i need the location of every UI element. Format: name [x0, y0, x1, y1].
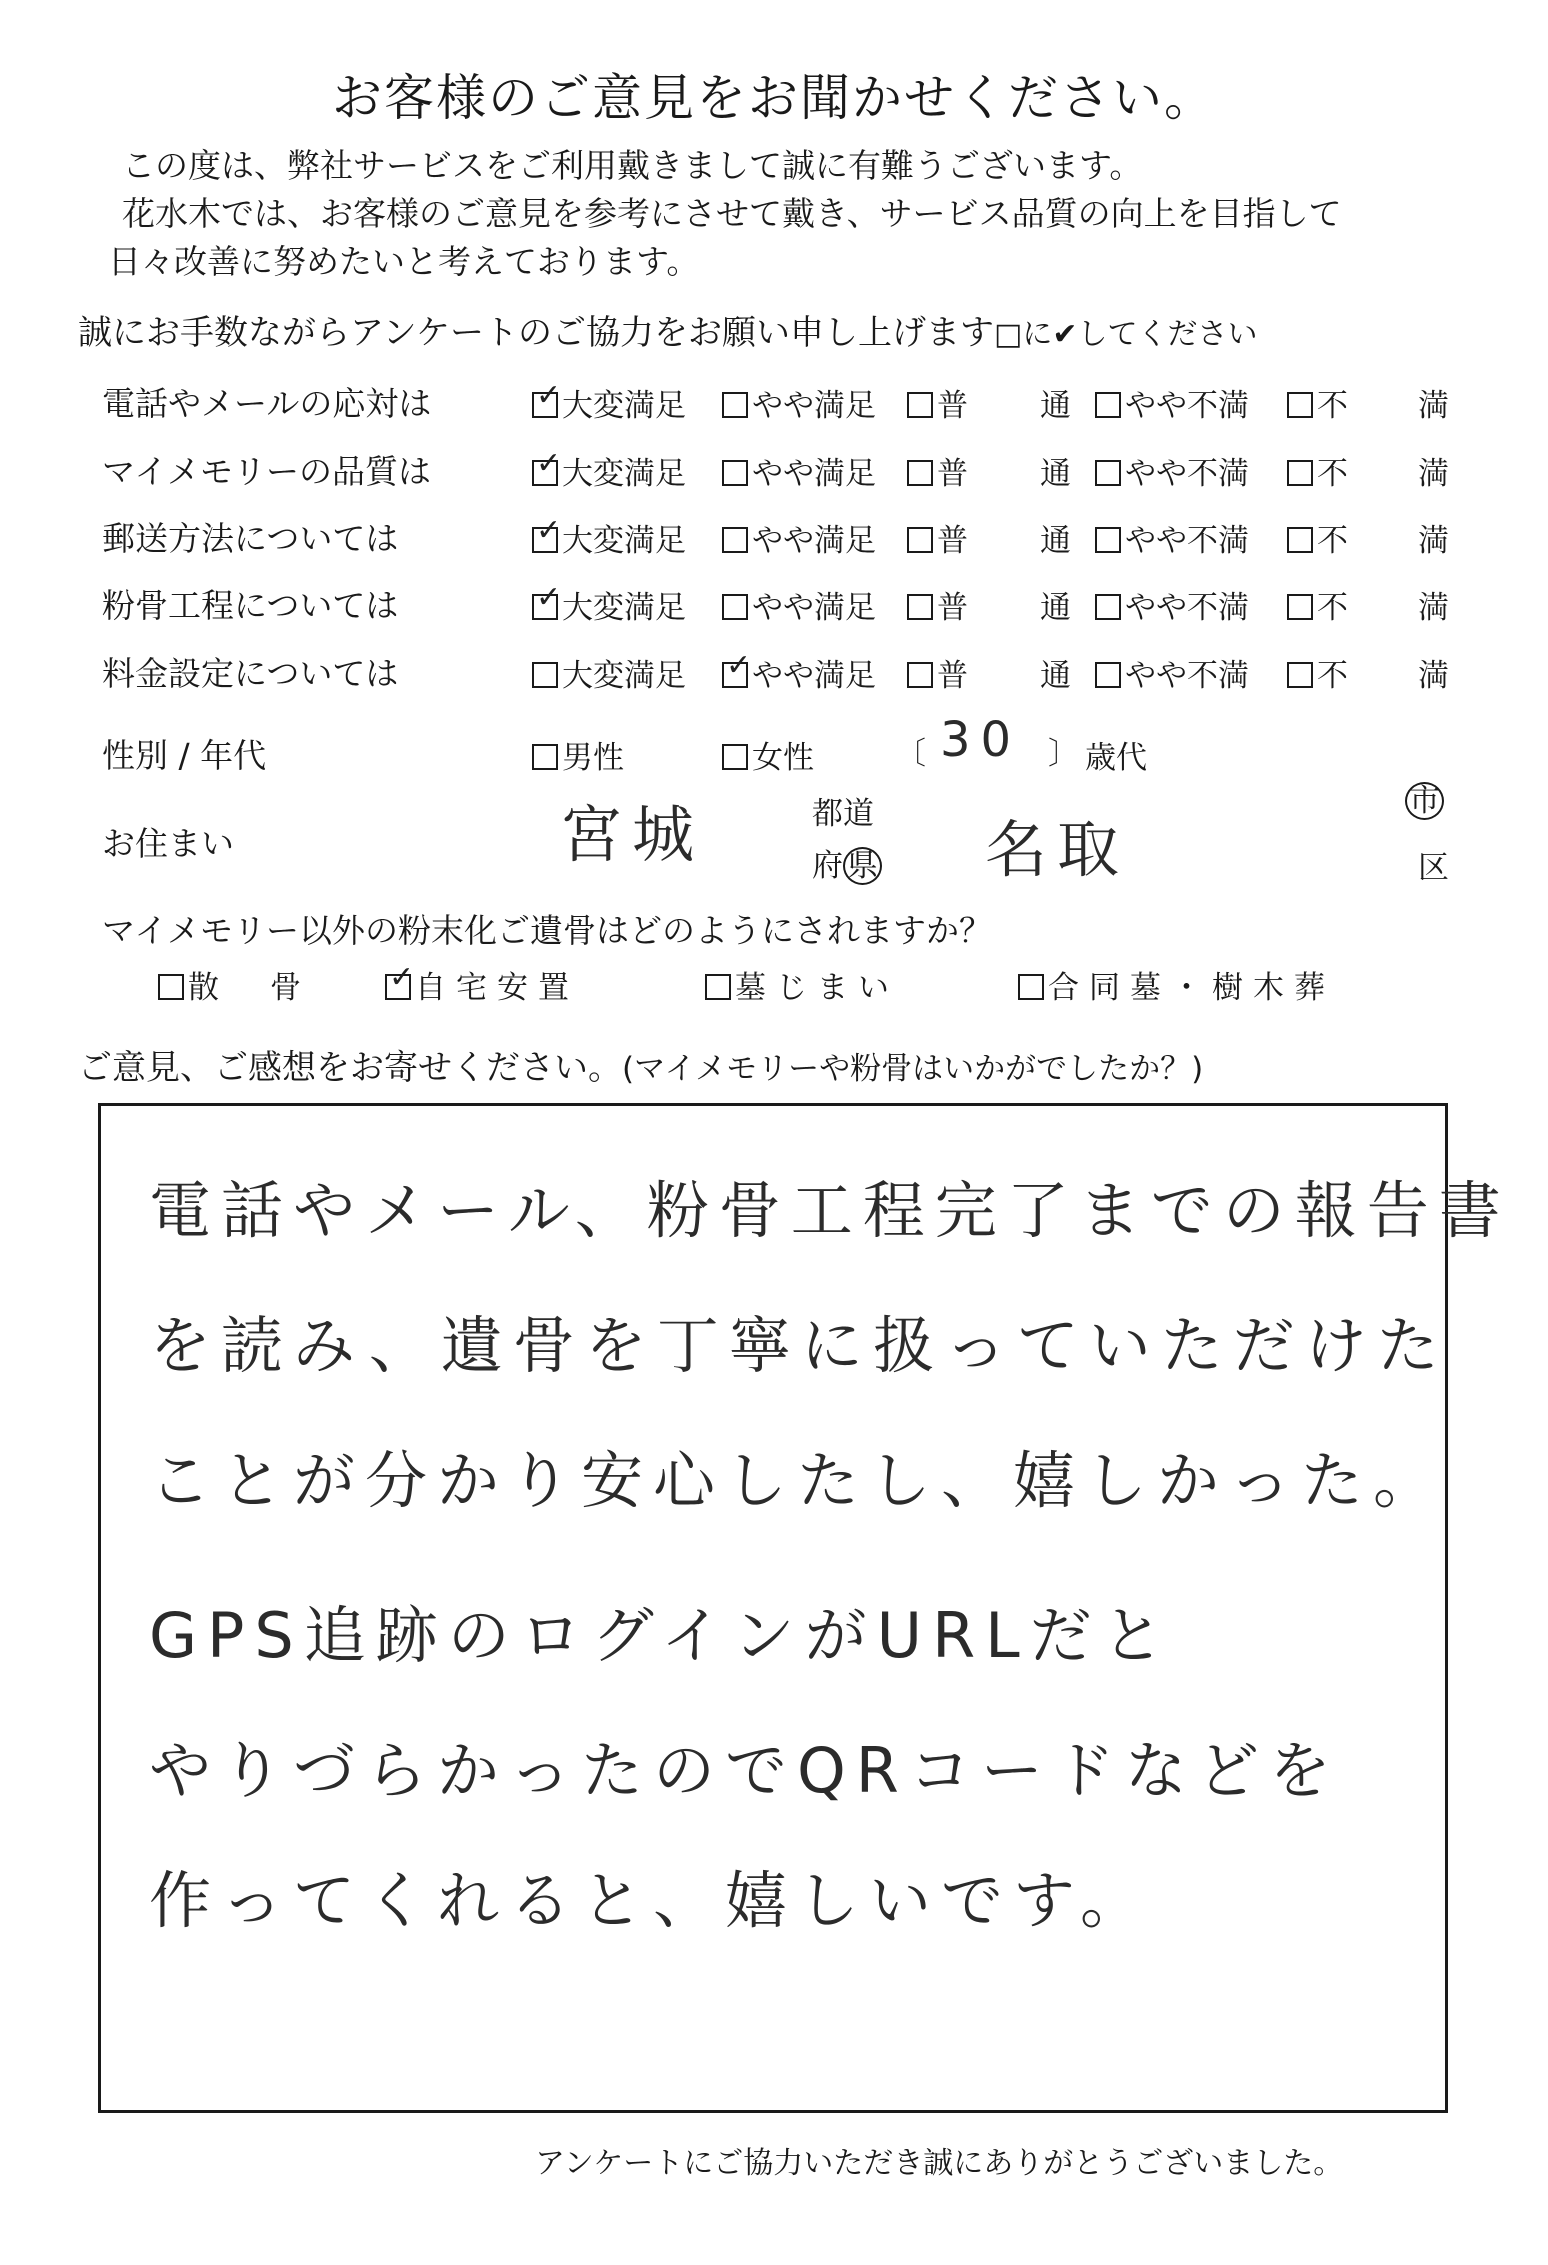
rating-option[interactable]	[907, 582, 968, 627]
rating-option[interactable]	[1095, 448, 1249, 493]
rating-option-label: 不	[1317, 388, 1348, 424]
checkbox[interactable]	[532, 594, 558, 620]
rating-option	[1040, 380, 1071, 425]
gender-male-option[interactable]	[532, 732, 624, 777]
rating-option[interactable]	[1095, 380, 1249, 425]
pref-suffix-top: 都道	[812, 796, 874, 832]
checkbox[interactable]	[385, 974, 411, 1000]
rating-option-label: 大変満足	[562, 658, 686, 694]
remains-option[interactable]	[158, 962, 311, 1007]
rating-option-label: 大変満足	[562, 456, 686, 492]
gender-age-label: 性別 / 年代	[102, 736, 267, 775]
rating-option[interactable]	[907, 380, 968, 425]
gender-female-label: 女性	[752, 740, 814, 776]
rating-option-label: 大変満足	[562, 523, 686, 559]
intro-line-3: 日々改善に努めたいと考えております。	[108, 242, 700, 281]
address-city[interactable]: 名取	[985, 813, 1130, 886]
checkbox[interactable]	[907, 594, 933, 620]
comment-line: 作ってくれると、嬉しいです。	[149, 1864, 1153, 1937]
rating-option[interactable]	[532, 448, 686, 493]
rating-option[interactable]	[1287, 380, 1348, 425]
rating-option	[1040, 448, 1071, 493]
city-suffix	[1405, 782, 1444, 820]
age-bracket-open: 〔	[895, 736, 926, 772]
remains-question: マイメモリー以外の粉末化ご遺骨はどのようにされますか？	[102, 911, 993, 950]
rating-option[interactable]	[532, 650, 686, 695]
rating-option-label: 不	[1317, 523, 1348, 559]
checkbox[interactable]	[1287, 392, 1313, 418]
question-label: 料金設定については	[102, 654, 399, 693]
rating-option-label: 普	[937, 456, 968, 492]
comment-line: を読み、遺骨を丁寧に扱っていただけた	[149, 1309, 1449, 1382]
rating-option[interactable]	[722, 380, 876, 425]
rating-option-label: 大変満足	[562, 388, 686, 424]
rating-option-label: やや満足	[752, 388, 876, 424]
rating-option[interactable]	[907, 515, 968, 560]
rating-option[interactable]	[1095, 582, 1249, 627]
survey-title: お客様のご意見をお聞かせください。	[332, 69, 1216, 127]
remains-option-label: 散 骨	[188, 970, 311, 1006]
ward-suffix: 区	[1418, 850, 1449, 886]
rating-option-label: 満	[1418, 388, 1449, 424]
instruction-text: 誠にお手数ながらアンケートのご協力をお願い申し上げます	[78, 313, 994, 353]
rating-option-label: 通	[1040, 590, 1071, 626]
checkbox[interactable]	[722, 662, 748, 688]
comment-line: 電話やメール、粉骨工程完了までの報告書	[149, 1174, 1511, 1247]
instruction	[78, 305, 1257, 354]
checkbox[interactable]	[907, 460, 933, 486]
intro-line-1: この度は、弊社サービスをご利用戴きまして誠に有難うございます。	[122, 146, 1143, 185]
rating-option	[1418, 380, 1449, 425]
rating-option[interactable]	[722, 650, 876, 695]
rating-option[interactable]	[907, 650, 968, 695]
rating-option	[1418, 582, 1449, 627]
rating-option	[1418, 448, 1449, 493]
question-label: 郵送方法については	[102, 519, 399, 558]
address-prefecture[interactable]: 宮城	[560, 798, 705, 871]
pref-suffix-bottom	[812, 840, 882, 885]
checkbox[interactable]	[1287, 460, 1313, 486]
question-label: マイメモリーの品質は	[102, 452, 432, 491]
checkbox[interactable]	[1095, 392, 1121, 418]
checkbox[interactable]	[1095, 662, 1121, 688]
rating-option[interactable]	[907, 448, 968, 493]
instruction-hint: □に✔してください	[993, 317, 1258, 352]
checkbox[interactable]	[1287, 662, 1313, 688]
question-label: 粉骨工程については	[102, 586, 399, 625]
remains-option-label: 墓じまい	[735, 970, 899, 1006]
pref-suffix-fu: 府	[812, 848, 843, 884]
checkbox[interactable]	[158, 974, 184, 1000]
rating-option-label: やや不満	[1125, 590, 1249, 626]
checkbox[interactable]	[722, 460, 748, 486]
gender-female-option[interactable]	[722, 732, 814, 777]
checkbox[interactable]	[722, 527, 748, 553]
checkbox[interactable]	[532, 460, 558, 486]
comment-prompt-main: ご意見、ご感想をお寄せください。	[78, 1048, 622, 1088]
age-suffix: 歳代	[1085, 740, 1147, 776]
intro-line-2: 花水木では、お客様のご意見を参考にさせて戴き、サービス品質の向上を目指して	[122, 194, 1342, 233]
checkbox[interactable]	[722, 744, 748, 770]
checkbox[interactable]	[532, 392, 558, 418]
comment-prompt	[78, 1040, 1203, 1089]
age-bracket-close: 〕	[1048, 736, 1079, 772]
rating-option-label: やや不満	[1125, 658, 1249, 694]
checkbox[interactable]	[705, 974, 731, 1000]
checkbox[interactable]	[1287, 527, 1313, 553]
rating-option-label: 普	[937, 388, 968, 424]
rating-option-label: やや満足	[752, 658, 876, 694]
comment-prompt-sub: (マイメモリーや粉骨はいかがでしたか？)	[622, 1051, 1204, 1087]
rating-option-label: やや満足	[752, 523, 876, 559]
rating-option[interactable]	[1287, 515, 1348, 560]
rating-option-label: 普	[937, 590, 968, 626]
comment-box[interactable]	[98, 1103, 1511, 2113]
rating-option-label: 大変満足	[562, 590, 686, 626]
rating-option-label: 通	[1040, 523, 1071, 559]
checkbox[interactable]	[1018, 974, 1044, 1000]
rating-option[interactable]	[1287, 448, 1348, 493]
comment-line: やりづらかったのでQRコードなどを	[149, 1734, 1341, 1807]
checkbox[interactable]	[907, 527, 933, 553]
checkbox[interactable]	[1095, 594, 1121, 620]
rating-option	[1040, 650, 1071, 695]
rating-option-label: 満	[1418, 590, 1449, 626]
rating-option-label: 通	[1040, 456, 1071, 492]
checkbox[interactable]	[532, 662, 558, 688]
rating-option[interactable]	[1095, 650, 1249, 695]
comment-line: ことが分かり安心したし、嬉しかった。	[149, 1444, 1446, 1517]
rating-option-label: 通	[1040, 658, 1071, 694]
rating-option-label: 満	[1418, 658, 1449, 694]
checkbox[interactable]	[907, 392, 933, 418]
rating-option-label: 普	[937, 523, 968, 559]
rating-option[interactable]	[1287, 650, 1348, 695]
rating-option-label: 通	[1040, 388, 1071, 424]
rating-option[interactable]	[722, 448, 876, 493]
rating-option-label: やや不満	[1125, 456, 1249, 492]
rating-option	[1418, 650, 1449, 695]
rating-option-label: 不	[1317, 456, 1348, 492]
rating-option	[1040, 582, 1071, 627]
rating-option	[1040, 515, 1071, 560]
checkbox[interactable]	[907, 662, 933, 688]
pref-suffix-ken: 県	[843, 847, 882, 885]
remains-option-label: 自宅安置	[415, 970, 579, 1006]
address-label: お住まい	[102, 824, 234, 863]
rating-option-label: やや不満	[1125, 523, 1249, 559]
checkbox[interactable]	[722, 594, 748, 620]
gender-male-label: 男性	[562, 740, 624, 776]
question-label: 電話やメールの応対は	[102, 384, 432, 423]
rating-option[interactable]	[722, 582, 876, 627]
rating-option-label: 不	[1317, 658, 1348, 694]
remains-option[interactable]	[705, 962, 899, 1007]
rating-option-label: やや不満	[1125, 388, 1249, 424]
rating-option-label: 普	[937, 658, 968, 694]
rating-option-label: 満	[1418, 456, 1449, 492]
footer-thanks: アンケートにご協力いただき誠にありがとうございました。	[535, 2146, 1344, 2181]
rating-option[interactable]	[532, 380, 686, 425]
checkbox[interactable]	[1095, 460, 1121, 486]
rating-option-label: やや満足	[752, 456, 876, 492]
remains-option[interactable]	[385, 962, 579, 1007]
rating-option[interactable]	[532, 515, 686, 560]
rating-option[interactable]	[532, 582, 686, 627]
rating-option	[1418, 515, 1449, 560]
checkbox[interactable]	[722, 392, 748, 418]
rating-option-label: 満	[1418, 523, 1449, 559]
rating-option-label: やや満足	[752, 590, 876, 626]
remains-option-label: 合同墓・樹木葬	[1048, 970, 1335, 1006]
rating-option-label: 不	[1317, 590, 1348, 626]
rating-option[interactable]	[1095, 515, 1249, 560]
checkbox[interactable]	[532, 744, 558, 770]
rating-option[interactable]	[1287, 582, 1348, 627]
checkbox[interactable]	[532, 527, 558, 553]
age-value[interactable]: 30	[940, 712, 1022, 768]
checkbox[interactable]	[1287, 594, 1313, 620]
checkbox[interactable]	[1095, 527, 1121, 553]
city-suffix-shi: 市	[1405, 782, 1444, 820]
rating-option[interactable]	[722, 515, 876, 560]
remains-option[interactable]	[1018, 962, 1335, 1007]
comment-line: GPS追跡のログインがURLだと	[149, 1599, 1174, 1672]
